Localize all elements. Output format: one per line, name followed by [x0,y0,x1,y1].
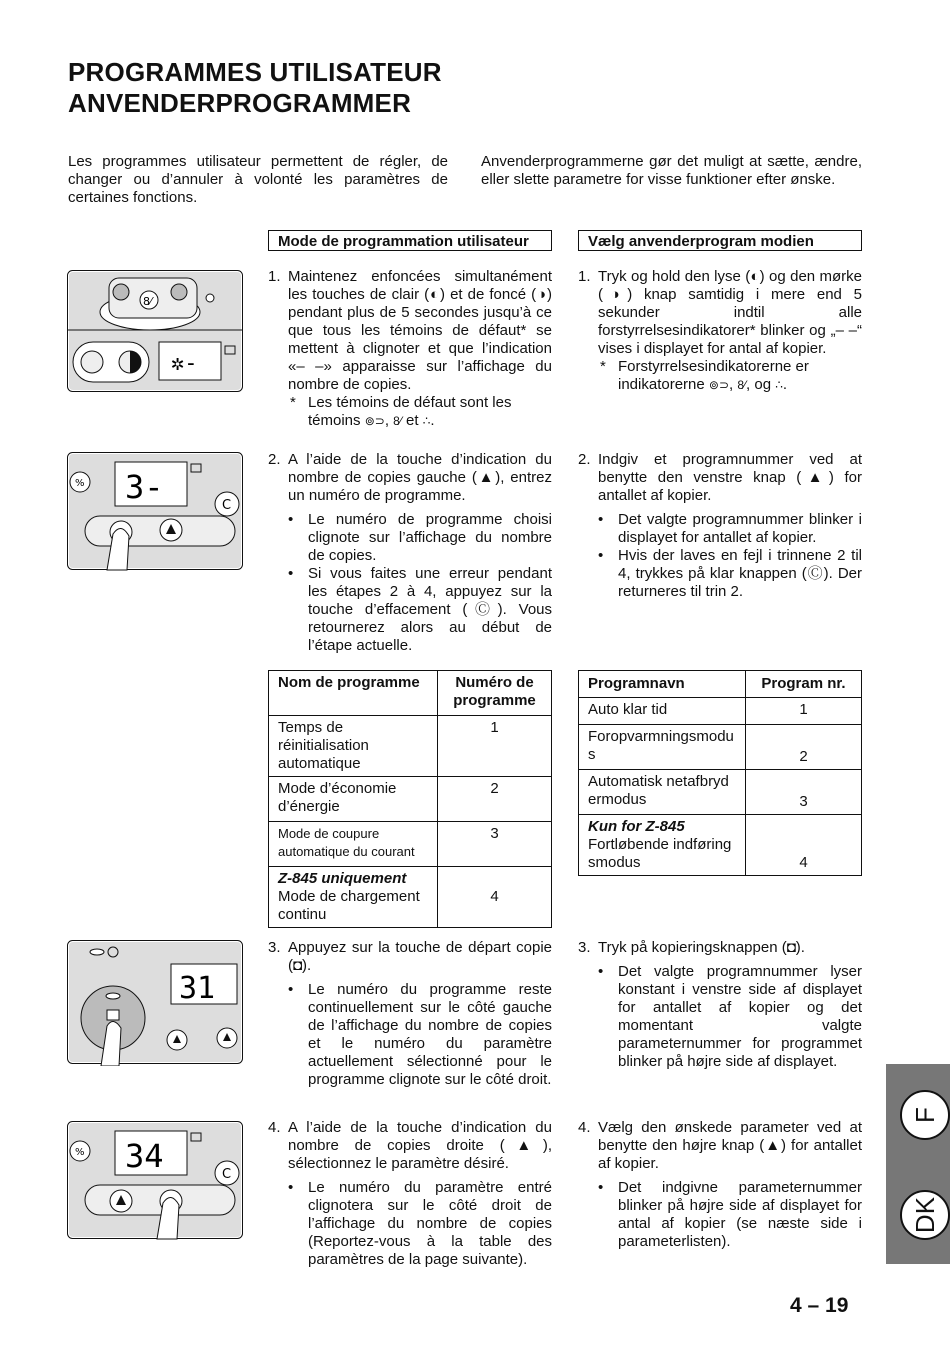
table-row [269,867,552,928]
dk-row-3-name: Automatisk netafbrydermodus [579,770,746,815]
table-row [269,822,552,867]
title-dk: ANVENDERPROGRAMMER [68,88,412,118]
fr-row-2-num: 2 [438,777,552,822]
dk-step-2-bullet-2-text: Hvis der laves en fejl i trinnene 2 til 4, trykkes på klar knappen (Ⓒ). Der returneres til trin 2. [618,547,862,600]
language-tab [886,1064,950,1264]
dk-col-num-header: Program nr. [746,671,862,698]
table-row [269,716,552,777]
toner-icon: ∴ [422,414,431,428]
fr-col-name-header: Nom de programme [269,671,438,716]
fr-step-1-num: 1. [268,268,281,285]
fr-step-1-note [288,394,552,430]
fr-step-4-bullet-1-text: Le numéro du paramètre entré clignotera sur le côté droit de l’affichage du nombre de copies (Reportez-vous à la table des paramètres de la page suivante). [308,1179,552,1268]
dk-step-1-text: Tryk og hold den lyse (◐) og den mørke (◑) knap samtidig i mere end 5 sekunder indtil alle forstyrrelsesindikatorer* blinker og „– –“ vises i displayet for antal af kopier. [598,268,862,357]
dk-step-4-num: 4. [578,1119,591,1136]
dk-step-3-bullet-1: • Det valgte programnummer lyser konstant i venstre side af displayet for antallet af kopier og det momentant valgte parameternummer for programmet blinker på højre side af displayet. [598,963,862,1070]
fr-step-4-text: A l’aide de la touche d’indication du nombre de copies droite (▲), sélectionnez le paramètre désiré. [288,1119,552,1172]
dk-row-2-name: Foropvarmningsmodus [579,725,746,770]
intro-dk: Anvenderprogrammerne gør det muligt at sætte, ændre, eller slette parametre for visse funktioner efter ønske. [481,153,862,188]
fr-step-3-bullet-1: • Le numéro du programme reste continuellement sur le côté gauche de l’affichage du nombre de copies et le numéro du paramètre actuellement sélectionné pour le programme clignote sur le côté droit. [288,981,552,1088]
fr-step-2-text: A l’aide de la touche d’indication du nombre de copies gauche (▲), entrez un numéro de programme. [288,451,552,504]
dk-step-2 [578,451,862,601]
fr-step-2-bullet-1-text: Le numéro de programme choisi clignote sur l’affichage du nombre de copies. [308,511,552,564]
fr-step-3-bullet-1-text: Le numéro du programme reste continuellement sur le côté gauche de l’affichage du nombre de copies et le numéro du paramètre actuellement sélectionné pour le programme clignote sur le côté droit. [308,981,552,1088]
fr-step-3 [268,939,552,1089]
fr-step-2-bullet-2-text: Si vous faites une erreur pendant les étapes 2 à 4, appuyez sur la touche d’effacement (Ⓒ). Vous retournerez alors au début de l’étape actuelle. [308,565,552,654]
fig4-clear: C [222,1167,232,1182]
fig4-percent: % [75,1147,85,1158]
dk-row-3-num: 3 [746,770,862,815]
fr-row-4-model: Z-845 uniquement [278,870,407,887]
table-row [579,725,862,770]
fr-row-4-num: 4 [438,867,552,928]
svg-text:8⁄: 8⁄ [143,295,152,308]
paper-jam-icon: ⊚⊃ [364,414,385,428]
misfeed-icon: 8⁄ [737,378,747,392]
dk-step-3-num: 3. [578,939,591,956]
table-row [579,770,862,815]
fig4-display: 34 [125,1137,164,1175]
table-row [579,698,862,725]
toner-icon: ∴ [775,378,783,392]
fr-step-2 [268,451,552,655]
dk-step-2-text: Indgiv et programnummer ved at benytte den venstre knap (▲) for antallet af kopier. [598,451,862,504]
fr-note-text-d: . [430,412,435,429]
fig2-display: 3- [125,468,164,506]
figure-right-key [67,1121,245,1241]
dk-row-4-num: 4 [746,815,862,876]
fr-program-table [268,670,552,928]
table-row [269,777,552,822]
fr-note-text-c: et [406,412,419,429]
dk-note-text-b: , [729,376,734,393]
fr-row-4-name: Mode de chargement continu [278,888,420,923]
dk-program-table [578,670,862,876]
dk-step-2-num: 2. [578,451,591,468]
dk-note-text-d: . [782,376,788,393]
svg-text:✲-: ✲- [171,351,198,376]
section-header-fr: Mode de programmation utilisateur [268,230,552,251]
fr-step-3-num: 3. [268,939,281,956]
fr-step-1-text: Maintenez enfoncées simultanément les touches de clair (◐) et de foncé (◑) pendant plus de 5 secondes jusqu’à ce que tous les témoins de défaut* se mettent à clignoter et que l’indication «– –» apparaisse sur l’affichage du nombre de copies. [288,268,552,393]
dk-step-2-bullet-1: • Det valgte programnummer blinker i displayet for antallet af kopier. [598,511,862,546]
dk-note-text-c: , og [746,376,772,393]
fr-step-2-num: 2. [268,451,281,468]
dk-col-name-header: Programnavn [579,671,746,698]
dk-note-mark: * [600,358,606,375]
fr-step-4-num: 4. [268,1119,281,1136]
section-header-dk: Vælg anvenderprogram modien [578,230,862,251]
dk-step-3-bullet-1-text: Det valgte programnummer lyser konstant i venstre side af displayet for antallet af kopier og det momentant valgte parameternummer for programmet blinker på højre side af displayet. [618,963,862,1070]
dk-step-1-num: 1. [578,268,591,285]
fr-row-4-cell [269,867,438,928]
dk-step-1 [578,268,862,394]
dk-step-4 [578,1119,862,1251]
language-tab-dk [900,1190,950,1240]
table-row [579,815,862,876]
dk-step-3 [578,939,862,1071]
fr-note-text-a: Les témoins de défaut sont les témoins [308,394,512,429]
fr-step-3-text: Appuyez sur la touche de départ copie (◘). [288,939,552,974]
dk-note-text-a: Forstyrrelsesindikatorerne er indikatorerne [618,358,809,393]
figure-start-key [67,940,245,1066]
table-header-row [269,671,552,716]
fr-note-text-b: , [384,412,389,429]
fig2-clear: C [222,498,232,513]
dk-step-4-bullet-1-text: Det indgivne parameternummer blinker på højre side af displayet for antal af kopier (se næste side i parameterlisten). [618,1179,862,1250]
fr-col-num-header: Numéro de programme [438,671,552,716]
page-number: 4 – 19 [790,1294,849,1317]
fr-row-1-num: 1 [438,716,552,777]
language-tab-f [900,1090,950,1140]
dk-row-1-name: Auto klar tid [579,698,746,725]
language-tab-dk-label: DK [910,1196,940,1234]
fr-step-4-bullet-1: • Le numéro du paramètre entré clignotera sur le côté droit de l’affichage du nombre de copies (Reportez-vous à la table des paramètres de la page suivante). [288,1179,552,1268]
fr-row-1-name: Temps de réinitialisation automatique [269,716,438,777]
figure-density-keys [67,270,245,392]
dk-step-4-bullet-1: • Det indgivne parameternummer blinker på højre side af displayet for antal af kopier (se næste side i parameterlisten). [598,1179,862,1250]
dk-step-3-text: Tryk på kopieringsknappen (◘). [598,939,805,956]
fr-row-3-num: 3 [438,822,552,867]
dk-row-4-model: Kun for Z-845 [588,818,685,835]
fig2-percent: % [75,478,85,489]
page-title [68,57,442,119]
fig3-display: 31 [179,971,216,1006]
table-header-row [579,671,862,698]
intro-fr: Les programmes utilisateur permettent de régler, de changer ou d’annuler à volonté les paramètres de certaines fonctions. [68,153,448,206]
fr-step-2-bullet-2: • Si vous faites une erreur pendant les étapes 2 à 4, appuyez sur la touche d’effacement (Ⓒ). Vous retournerez alors au début de l’étape actuelle. [288,565,552,654]
dk-step-4-text: Vælg den ønskede parameter ved at benytte den højre knap (▲) for antallet af kopier. [598,1119,862,1172]
dk-step-1-note [598,358,862,394]
dk-row-4-cell [579,815,746,876]
language-tab-f-label: F [910,1107,940,1123]
dk-row-4-name: Fortløbende indføringsmodus [588,836,732,871]
fr-note-mark: * [290,394,296,411]
dk-step-2-bullet-1-text: Det valgte programnummer blinker i displayet for antallet af kopier. [618,511,862,546]
dk-row-1-num: 1 [746,698,862,725]
title-fr: PROGRAMMES UTILISATEUR [68,57,442,87]
misfeed-icon: 8⁄ [393,414,402,428]
figure-left-key [67,452,245,572]
fr-step-1 [268,268,552,430]
fr-step-4 [268,1119,552,1269]
fr-row-3-name: Mode de coupure automatique du courant [269,822,438,867]
fr-row-2-name: Mode d’économie d’énergie [269,777,438,822]
fr-step-2-bullet-1: • Le numéro de programme choisi clignote sur l’affichage du nombre de copies. [288,511,552,564]
paper-jam-icon: ⊚⊃ [708,378,729,392]
dk-step-2-bullet-2: • Hvis der laves en fejl i trinnene 2 til 4, trykkes på klar knappen (Ⓒ). Der returneres til trin 2. [598,547,862,600]
dk-row-2-num: 2 [746,725,862,770]
